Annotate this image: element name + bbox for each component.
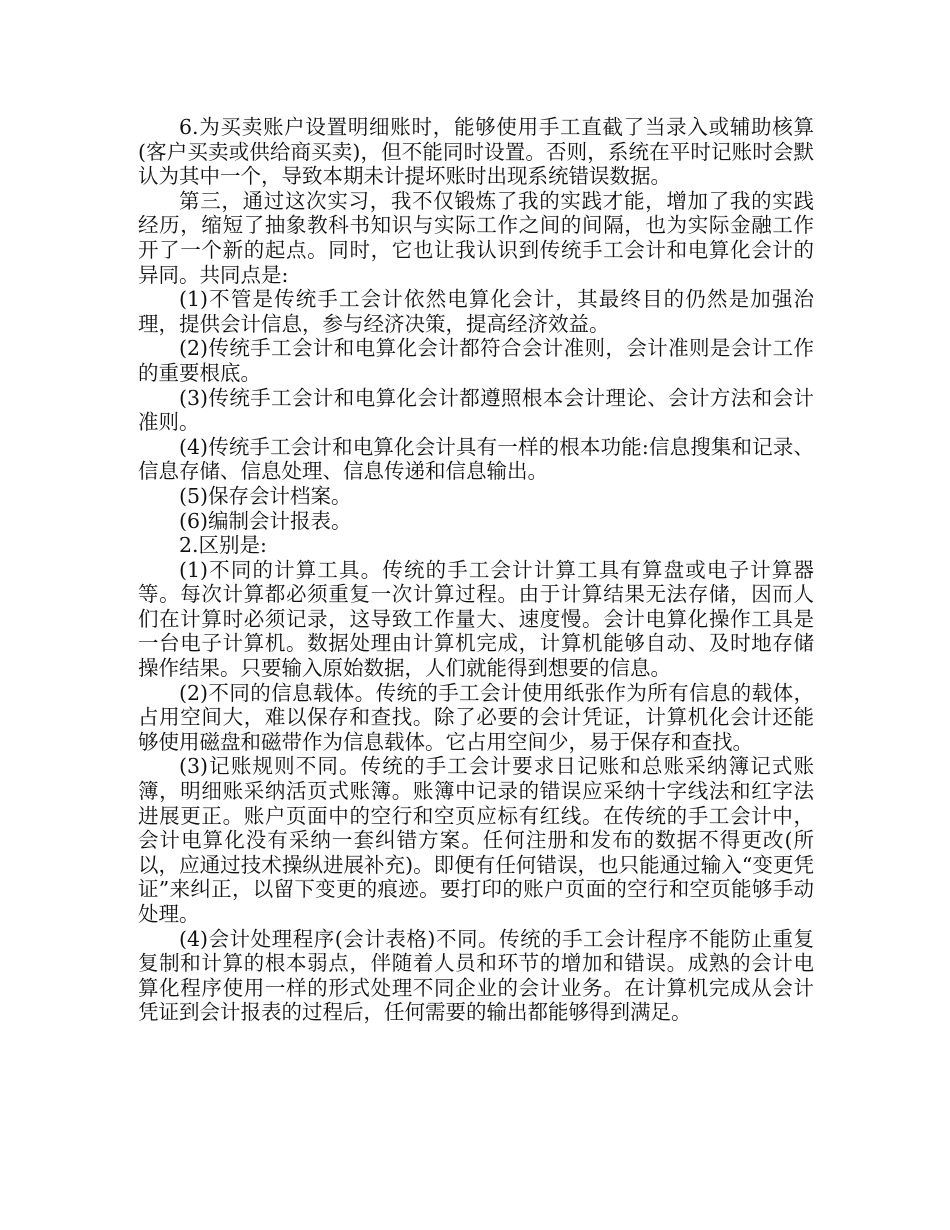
paragraph-common-point-3: (3)传统手工会计和电算化会计都遵照根本会计理论、会计方法和会计准则。 — [138, 385, 814, 435]
paragraph-common-point-6: (6)编制会计报表。 — [179, 508, 352, 533]
document-page — [138, 115, 814, 1025]
paragraph-common-point-5: (5)保存会计档案。 — [179, 483, 352, 508]
paragraph-common-point-2: (2)传统手工会计和电算化会计都符合会计准则，会计准则是会计工作的重要根底。 — [138, 336, 814, 385]
paragraph-third-internship: 第三，通过这次实习，我不仅锻炼了我的实践才能，增加了我的实践经历，缩短了抽象教科书知识与实际工作之间的间隔，也为实际金融工作开了一个新的起点。同时，它也让我认识到传统手工会计和电算化会计的异同。共同点是: — [138, 188, 814, 287]
paragraph-difference-1: (1)不同的计算工具。传统的手工会计计算工具有算盘或电子计算器等。每次计算都必须重复一次计算过程。由于计算结果无法存储，因而人们在计算时必须记录，这导致工作量大、速度慢。会计电算化操作工具是一台电子计算机。数据处理由计算机完成，计算机能够自动、及时地存储操作结果。只要输入原始数据，人们就能得到想要的信息。 — [138, 557, 814, 681]
paragraph-ledger-setup-note: 6.为买卖账户设置明细账时，能够使用手工直截了当录入或辅助核算(客户买卖或供给商买卖)，但不能同时设置。否则，系统在平时记账时会默认为其中一个，导致本期未计提坏账时出现系统错误数据。 — [138, 115, 814, 189]
paragraph-difference-2: (2)不同的信息载体。传统的手工会计使用纸张作为所有信息的载体，占用空间大，难以保存和查找。除了必要的会计凭证，计算机化会计还能够使用磁盘和磁带作为信息载体。它占用空间少，易于保存和查找。 — [138, 680, 814, 754]
paragraph-difference-4: (4)会计处理程序(会计表格)不同。传统的手工会计程序不能防止重复复制和计算的根本弱点，伴随着人员和环节的增加和错误。成熟的会计电算化程序使用一样的形式处理不同企业的会计业务。在计算机完成从会计凭证到会计报表的过程后，任何需要的输出都能够得到满足。 — [138, 926, 814, 1025]
paragraph-differences-heading: 2.区别是: — [179, 533, 267, 558]
paragraph-common-point-4: (4)传统手工会计和电算化会计具有一样的根本功能:信息搜集和记录、信息存储、信息处理、信息传递和信息输出。 — [138, 434, 814, 484]
paragraph-difference-3: (3)记账规则不同。传统的手工会计要求日记账和总账采纳簿记式账簿，明细账采纳活页式账簿。账簿中记录的错误应采纳十字线法和红字法进展更正。账户页面中的空行和空页应标有红线。在传统的手工会计中，会计电算化没有采纳一套纠错方案。任何注册和发布的数据不得更改(所以，应通过技术操纵进展补充)。即便有任何错误，也只能通过输入“变更凭证”来纠正，以留下变更的痕迹。要打印的账户页面的空行和空页能够手动处理。 — [138, 754, 814, 926]
paragraph-common-point-1: (1)不管是传统手工会计依然电算化会计，其最终目的仍然是加强治理，提供会计信息，参与经济决策，提高经济效益。 — [138, 287, 814, 336]
